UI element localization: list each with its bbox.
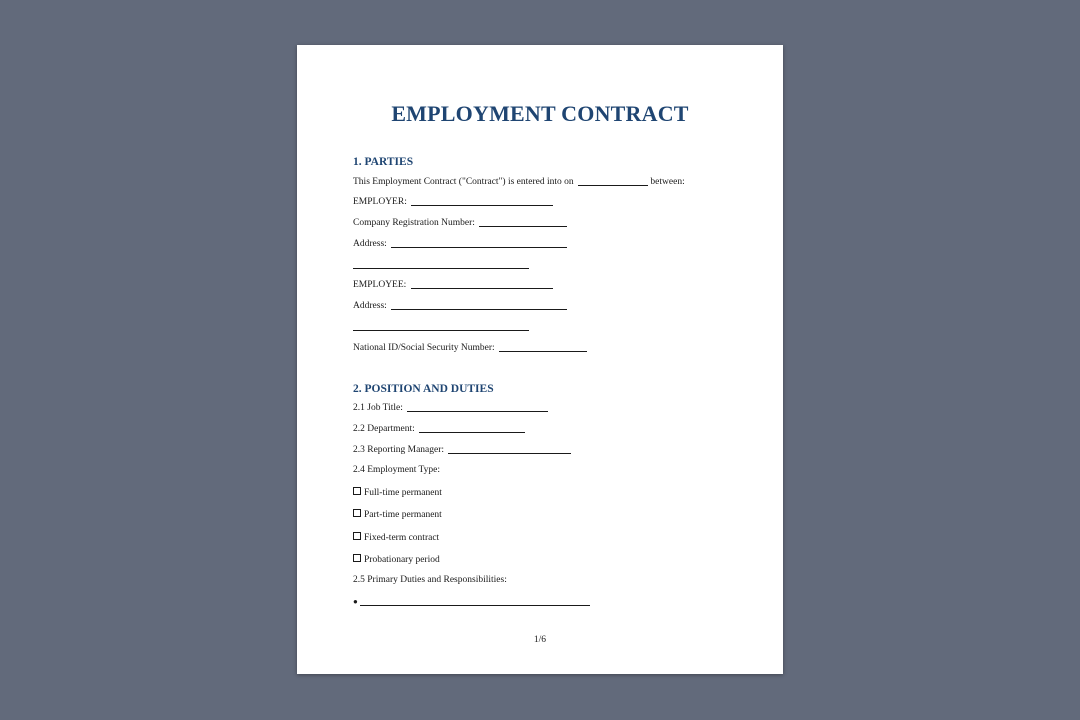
duties-label: 2.5 Primary Duties and Responsibilities:	[353, 575, 507, 585]
national-id-blank[interactable]	[499, 342, 587, 352]
checkbox-icon[interactable]	[353, 487, 361, 495]
option-label: Probationary period	[364, 555, 440, 565]
date-blank[interactable]	[578, 176, 648, 186]
option-part-time[interactable]	[353, 509, 442, 520]
option-full-time[interactable]	[353, 487, 442, 498]
page-number: 1/6	[533, 635, 547, 645]
option-fixed-term[interactable]	[353, 532, 439, 543]
option-label: Fixed-term contract	[364, 533, 440, 543]
job-title-line	[353, 402, 548, 413]
company-reg-label: Company Registration Number:	[353, 218, 475, 228]
employee-line	[353, 279, 553, 290]
option-label: Part-time permanent	[364, 510, 442, 520]
department-label: 2.2 Department:	[353, 424, 415, 434]
section-heading-position: 2. POSITION AND DUTIES	[353, 383, 494, 395]
employment-type-label: 2.4 Employment Type:	[353, 465, 441, 475]
section-heading-parties: 1. PARTIES	[353, 156, 414, 168]
document-page	[297, 45, 783, 674]
company-reg-blank[interactable]	[479, 217, 567, 227]
job-title-blank[interactable]	[407, 402, 548, 412]
manager-blank[interactable]	[448, 444, 571, 454]
document-title: EMPLOYMENT CONTRACT	[391, 101, 689, 126]
employee-address-line-2	[353, 321, 529, 332]
intro-text-after: between:	[650, 177, 685, 187]
checkbox-icon[interactable]	[353, 554, 361, 562]
company-reg-line	[353, 217, 567, 228]
manager-line	[353, 444, 571, 455]
national-id-label: National ID/Social Security Number:	[353, 343, 495, 353]
bullet-icon: ●	[353, 597, 358, 606]
employment-type-line	[353, 465, 440, 475]
duties-bullet-line	[353, 596, 590, 607]
national-id-line	[353, 342, 587, 353]
intro-line	[353, 176, 685, 187]
job-title-label: 2.1 Job Title:	[353, 403, 403, 413]
duties-line	[353, 575, 507, 585]
employer-line	[353, 196, 553, 207]
employee-address-label: Address:	[353, 301, 387, 311]
employee-label: EMPLOYEE:	[353, 280, 407, 290]
department-line	[353, 423, 525, 434]
employer-address-blank-2[interactable]	[353, 259, 529, 269]
employer-address-label: Address:	[353, 239, 387, 249]
employee-address-line	[353, 300, 567, 311]
checkbox-icon[interactable]	[353, 532, 361, 540]
employee-blank[interactable]	[411, 279, 553, 289]
employer-address-line	[353, 238, 567, 249]
employer-address-line-2	[353, 259, 529, 270]
employer-blank[interactable]	[411, 196, 553, 206]
duties-blank[interactable]	[360, 596, 590, 606]
department-blank[interactable]	[419, 423, 525, 433]
employer-label: EMPLOYER:	[353, 197, 407, 207]
option-probationary[interactable]	[353, 554, 440, 565]
checkbox-icon[interactable]	[353, 509, 361, 517]
employee-address-blank[interactable]	[391, 300, 567, 310]
option-label: Full-time permanent	[364, 488, 442, 498]
manager-label: 2.3 Reporting Manager:	[353, 445, 445, 455]
employee-address-blank-2[interactable]	[353, 321, 529, 331]
intro-text: This Employment Contract ("Contract") is entered into on	[353, 177, 574, 187]
employer-address-blank[interactable]	[391, 238, 567, 248]
